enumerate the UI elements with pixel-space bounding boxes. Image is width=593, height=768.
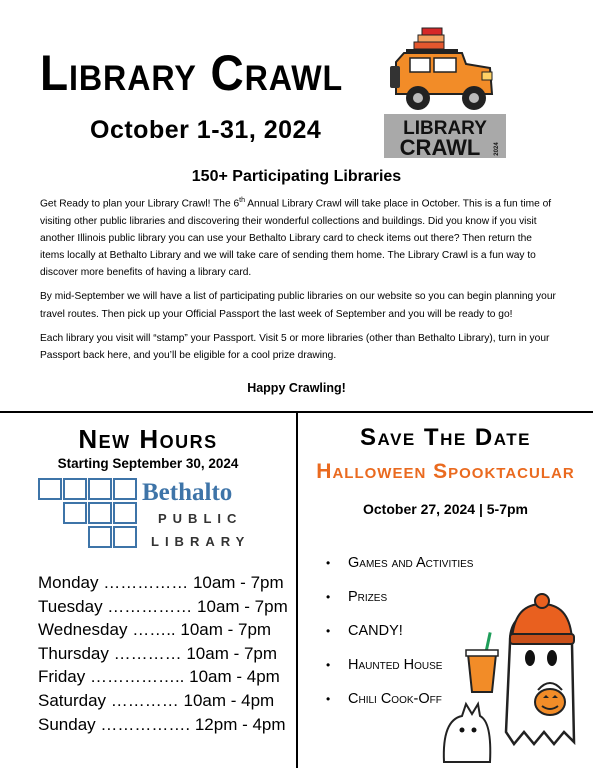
hours-row-monday: Monday …………… 10am - 7pm xyxy=(38,573,284,592)
svg-text:LIBRARY: LIBRARY xyxy=(151,534,251,549)
list-item: • Chili Cook-Off xyxy=(326,682,473,716)
bethalto-library-logo xyxy=(38,478,273,550)
hours-row-thursday: Thursday ………… 10am - 7pm xyxy=(38,643,278,663)
paragraph-3: Each library you visit will “stamp” your Passport. Visit 5 or more libraries (other than Bethalto Library), turn in your Passport back here, and you’ll be eligible for a cool prize drawing. xyxy=(40,332,550,362)
list-item: • Prizes xyxy=(326,580,473,614)
drink-cup-icon xyxy=(466,632,498,692)
hours-row-saturday: Saturday ………… 10am - 4pm xyxy=(38,690,275,710)
body-text xyxy=(40,192,558,371)
event-dates: October 1-31, 2024 xyxy=(90,116,322,144)
ghost-cat-icon xyxy=(444,704,490,762)
hours-start-date: Starting September 30, 2024 xyxy=(57,456,239,471)
paragraph-2: By mid-September we will have a list of participating public libraries on our website so you can begin planning your travel routes. Then pick up your Official Passport the last week of September and you will be ready to go! xyxy=(40,291,556,320)
grid-icon xyxy=(39,479,136,547)
paragraph-1: Get Ready to plan your Library Crawl! The 6th Annual Library Crawl will take place in October. This is a fun time of visiting other public libraries and discovering their wonderful collections and buildings. Did you know if you visit another Illinois public library you can use your Bethalto Library card to check items out there? Then return the items locally at Bethalto Library and we will take care of sending them home. The Library Crawl is a fun way to discover more benefits of having a library card. xyxy=(40,197,552,279)
hours-row-tuesday: Tuesday …………… 10am - 7pm xyxy=(38,596,288,616)
page-title: Library Crawl xyxy=(40,45,344,101)
event-name: Halloween Spooktacular xyxy=(316,460,575,483)
list-item: • Haunted House xyxy=(326,648,473,682)
new-hours-heading: New Hours xyxy=(78,424,218,454)
svg-text:LIBRARY: LIBRARY xyxy=(403,118,487,139)
list-item: • CANDY! xyxy=(326,614,473,648)
event-date-time: October 27, 2024 | 5-7pm xyxy=(363,501,528,517)
hours-list xyxy=(38,571,288,736)
hours-row-friday: Friday …………….. 10am - 4pm xyxy=(38,667,280,687)
list-item: • Games and Activities xyxy=(326,546,473,580)
library-crawl-logo xyxy=(382,22,512,162)
save-the-date-heading: Save The Date xyxy=(360,424,531,451)
hours-row-wednesday: Wednesday …….. 10am - 7pm xyxy=(38,620,272,640)
closing-line: Happy Crawling! xyxy=(247,381,346,395)
svg-text:Bethalto: Bethalto xyxy=(142,479,233,506)
svg-text:2024: 2024 xyxy=(494,142,500,156)
jeep-icon xyxy=(390,28,492,110)
svg-text:PUBLIC: PUBLIC xyxy=(158,511,243,526)
ghost-illustration xyxy=(440,592,590,764)
hours-row-sunday: Sunday ……………. 12pm - 4pm xyxy=(38,714,286,734)
participating-subheading: 150+ Participating Libraries xyxy=(191,168,402,185)
svg-text:CRAWL: CRAWL xyxy=(399,135,481,160)
